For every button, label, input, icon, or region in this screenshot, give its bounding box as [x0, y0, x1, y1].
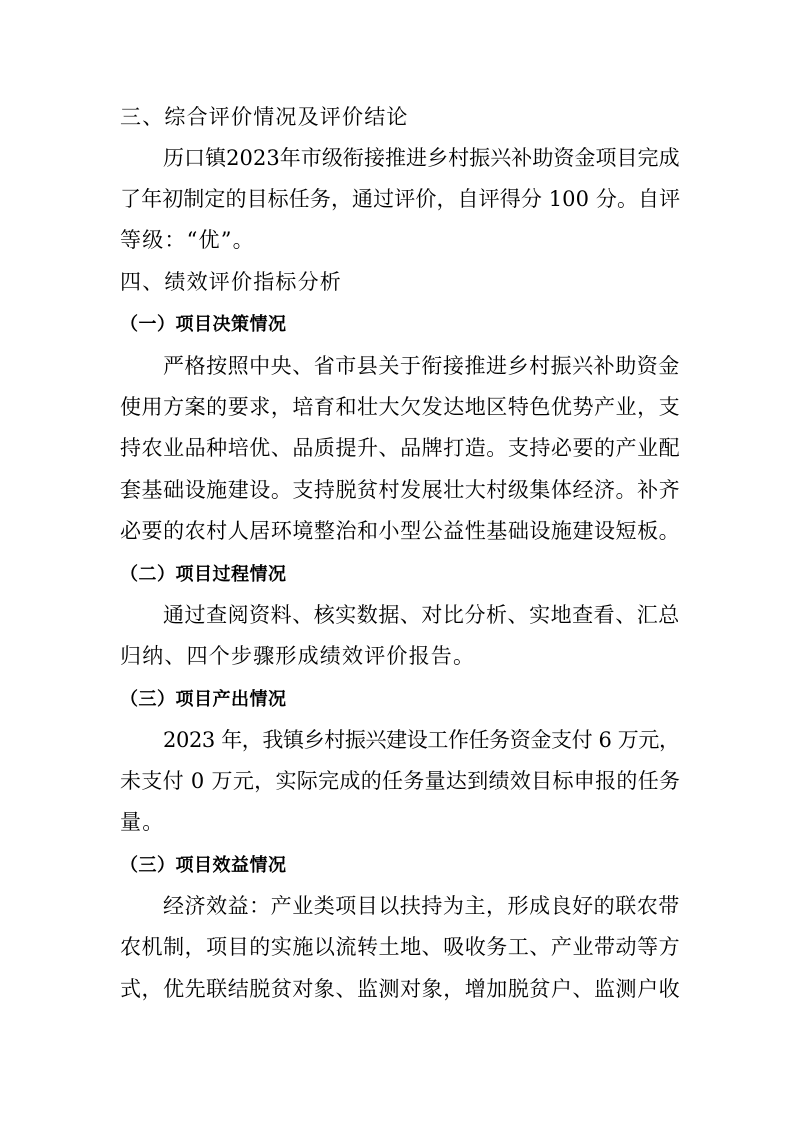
process-paragraph-line-2: 归纳、四个步骤形成绩效评价报告。 — [120, 644, 476, 668]
section-3-heading: 三、综合评价情况及评价结论 — [120, 105, 409, 129]
subheading-benefit: （三）项目效益情况 — [120, 855, 287, 876]
process-paragraph-line-1: 通过查阅资料、核实数据、对比分析、实地查看、汇总 — [163, 603, 680, 627]
subheading-process: （二）项目过程情况 — [120, 564, 287, 585]
decision-paragraph-line-3: 持农业品种培优、品质提升、品牌打造。支持必要的产业配 — [120, 436, 681, 460]
output-paragraph-line-1: 2023 年，我镇乡村振兴建设工作任务资金支付 6 万元， — [163, 728, 680, 752]
output-paragraph-line-3: 量。 — [120, 810, 165, 834]
decision-paragraph-line-1: 严格按照中央、省市县关于衔接推进乡村振兴补助资金 — [163, 354, 680, 378]
decision-paragraph-line-5: 必要的农村人居环境整治和小型公益性基础设施建设短板。 — [120, 519, 681, 543]
subheading-output: （三）项目产出情况 — [120, 689, 287, 710]
benefit-paragraph-line-2: 农机制，项目的实施以流转土地、吸收务工、产业带动等方 — [120, 935, 681, 959]
section-3-paragraph-line-2: 了年初制定的目标任务，通过评价，自评得分 100 分。自评 — [120, 187, 681, 211]
benefit-paragraph-line-3: 式，优先联结脱贫对象、监测对象，增加脱贫户、监测户收 — [120, 977, 681, 1001]
section-3-paragraph-line-1: 历口镇2023年市级衔接推进乡村振兴补助资金项目完成 — [163, 146, 680, 170]
benefit-paragraph-line-1: 经济效益：产业类项目以扶持为主，形成良好的联农带 — [163, 894, 680, 918]
section-3-paragraph-line-3: 等级：“优”。 — [120, 228, 255, 252]
decision-paragraph-line-2: 使用方案的要求，培育和壮大欠发达地区特色优势产业，支 — [120, 395, 681, 419]
output-paragraph-line-2: 未支付 0 万元，实际完成的任务量达到绩效目标申报的任务 — [120, 769, 681, 793]
decision-paragraph-line-4: 套基础设施建设。支持脱贫村发展壮大村级集体经济。补齐 — [120, 478, 681, 502]
section-4-heading: 四、绩效评价指标分析 — [120, 270, 342, 294]
subheading-decision: （一）项目决策情况 — [120, 314, 287, 335]
